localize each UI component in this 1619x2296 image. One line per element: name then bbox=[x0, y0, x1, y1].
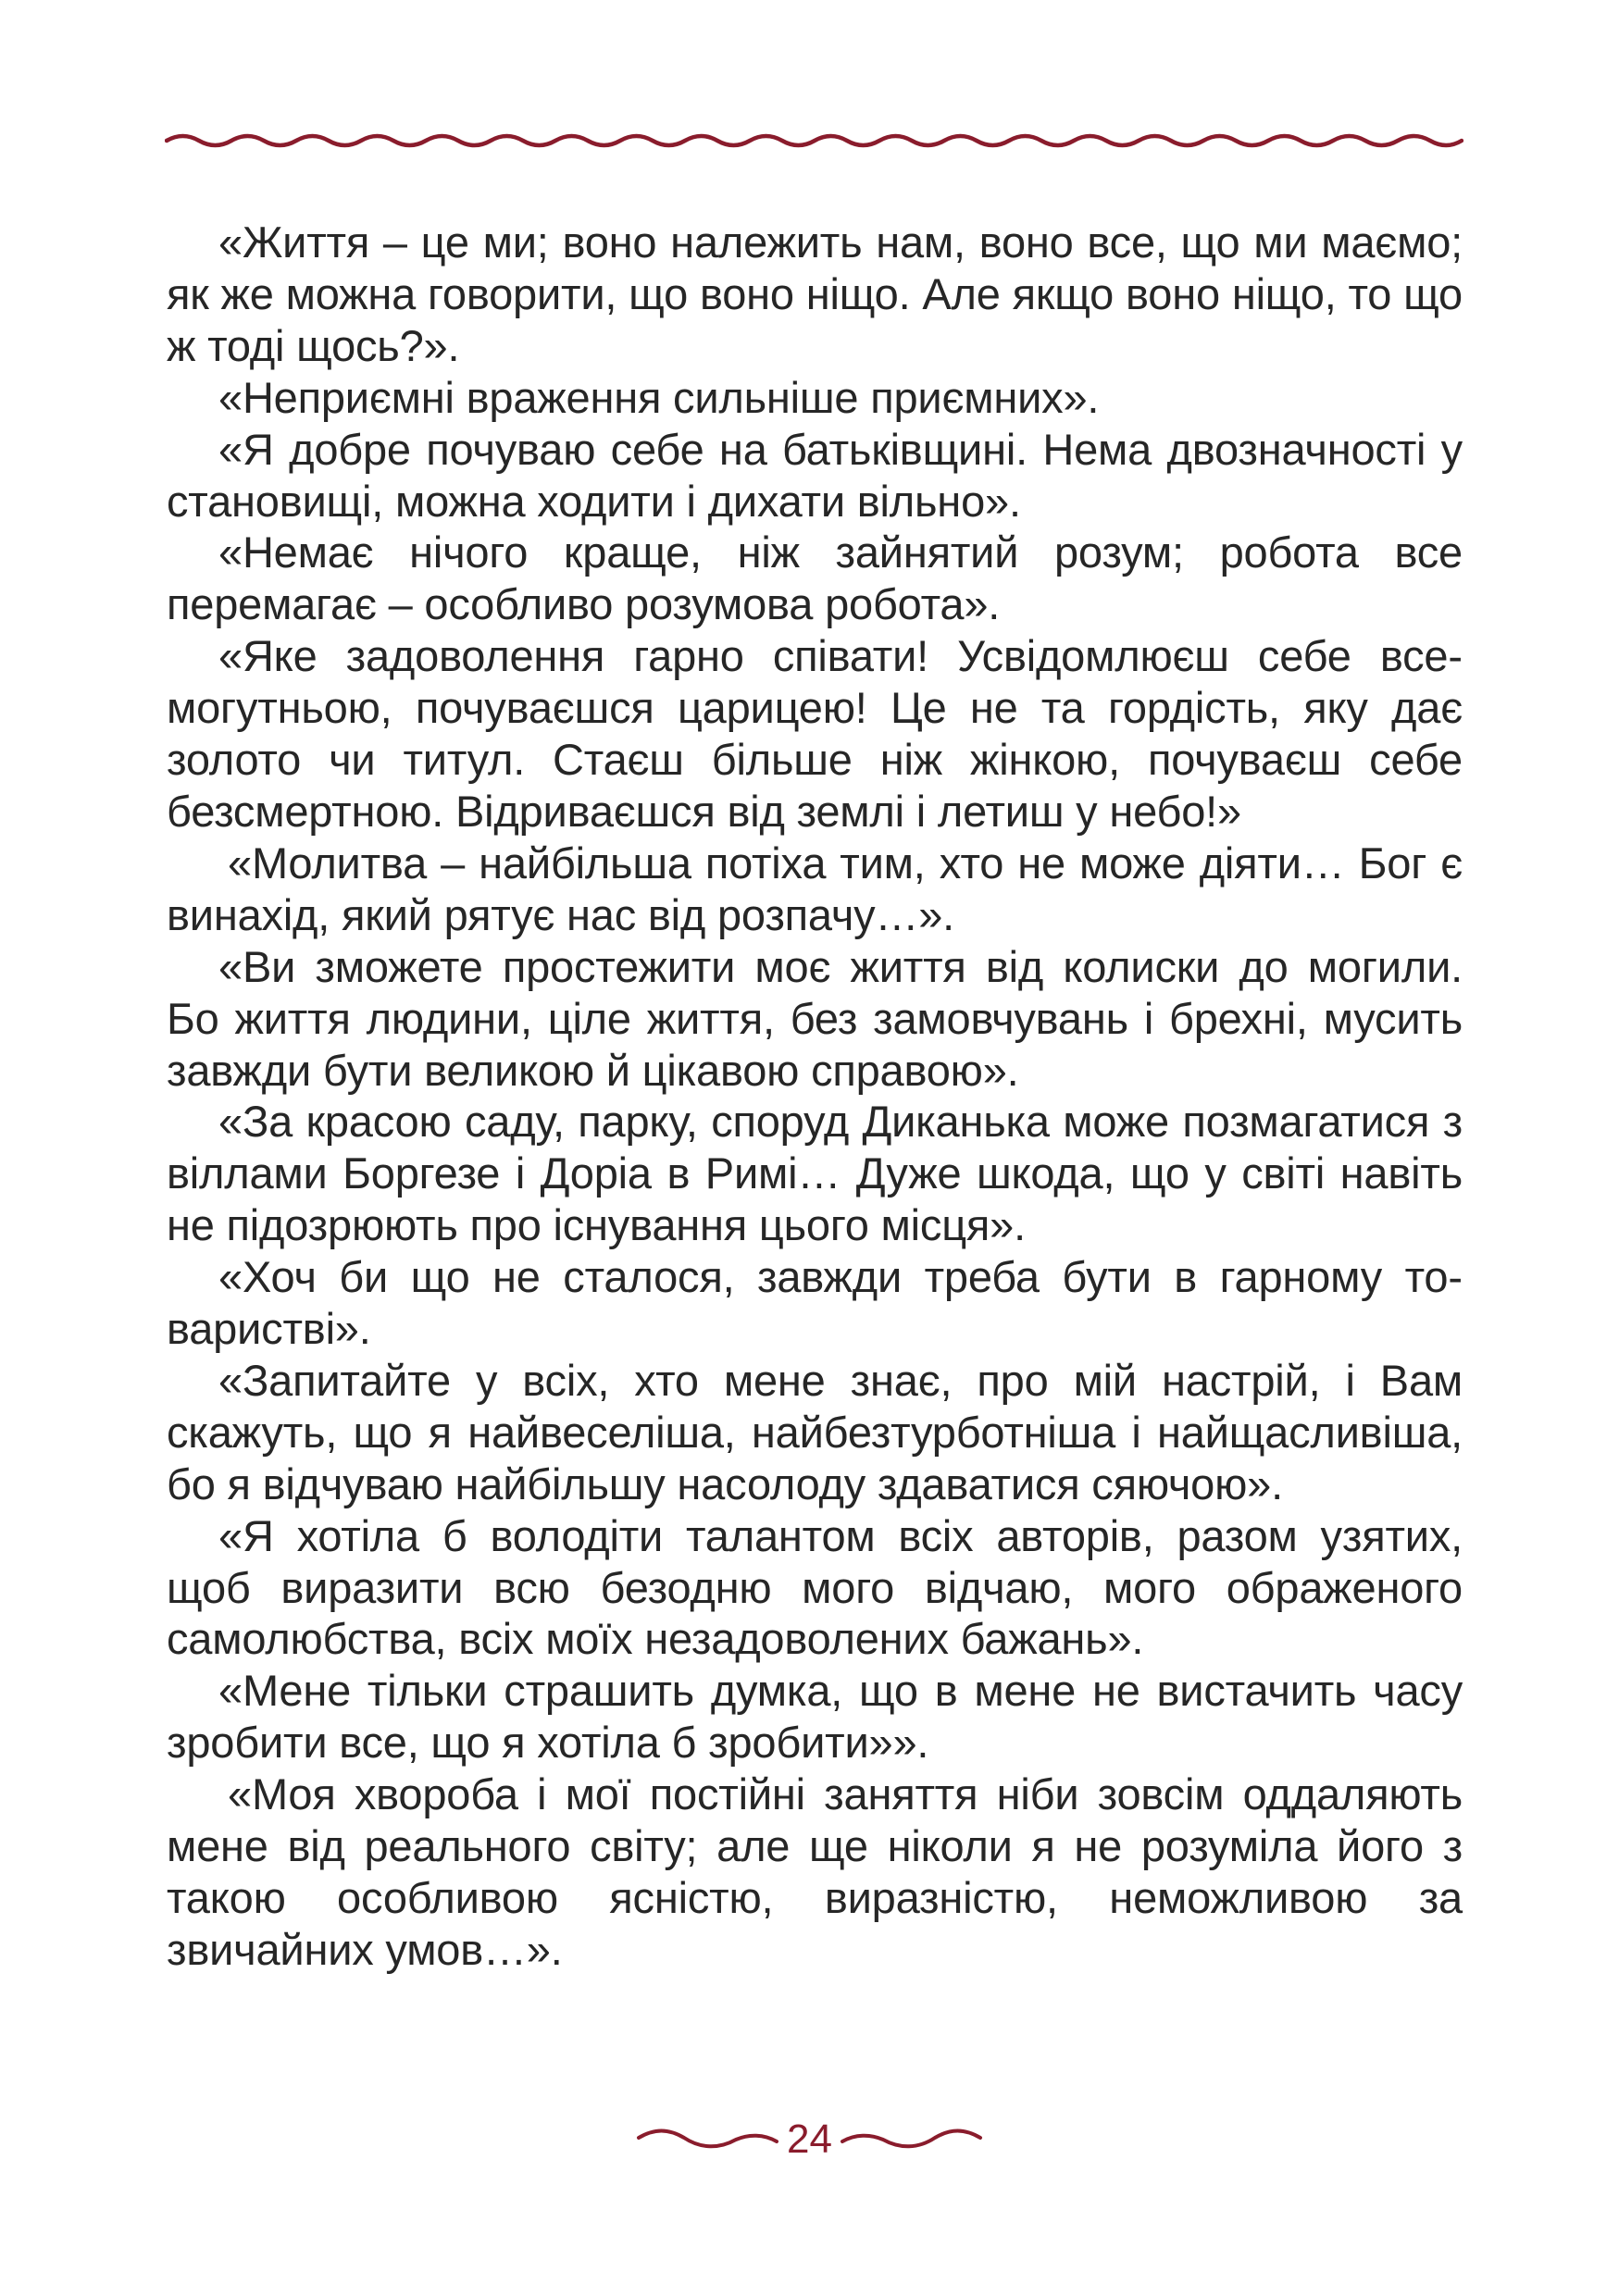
quote-paragraph: «За красою саду, парку, споруд Диканька може позмагатися з віллами Боргезе і Доріа в Римі… Дуже шкода, що у світі навіть не підозрюють про існування цього місця». bbox=[167, 1097, 1463, 1250]
quote-paragraph: «Хоч би що не сталося, завжди треба бути в гарному товаристві». bbox=[167, 1252, 1463, 1354]
quote-paragraph: «Запитайте у всіх, хто мене знає, про мій настрій, і Вам скажуть, що я найвеселіша, найбезтурботніша і найщасливіша, бо я відчуваю найбільшу насолоду здаватися сяючою». bbox=[167, 1355, 1463, 1508]
quote-paragraph: «Моя хвороба і мої постійні заняття ніби зовсім оддаляють мене від реального світу; але ще ніколи я не розуміла його з такою особливою ясністю, виразністю, неможливою за звичайних умов…». bbox=[167, 1769, 1463, 1974]
page-number: 24 bbox=[787, 2116, 832, 2162]
quote-paragraph: «Немає нічого краще, ніж зайнятий розум; робота все перемагає – особливо розумова робота». bbox=[167, 527, 1463, 629]
page-footer bbox=[0, 2112, 1619, 2167]
quote-paragraph: «Ви зможете простежити моє життя від колиски до могили. Бо життя людини, ціле життя, без замовчувань і брехні, мусить завжди бути великою й цікавою справою». bbox=[167, 941, 1463, 1095]
quote-paragraph: «Молитва – найбільша потіха тим, хто не може діяти… Бог є винахід, який рятує нас від розпачу…». bbox=[167, 838, 1463, 939]
quote-paragraph: «Я хотіла б володіти талантом всіх авторів, разом узятих, щоб виразити всю безодню мого відчаю, мого ображеного самолюбства, всіх моїх незадоволених бажань». bbox=[167, 1510, 1463, 1664]
quotes-text bbox=[167, 217, 1463, 1976]
top-wave-ornament bbox=[165, 126, 1463, 155]
footer-wave-left-ornament bbox=[636, 2127, 779, 2153]
quote-paragraph: «Я добре почуваю себе на батьківщині. Нема двозначності у становищі, можна ходити і дихати вільно». bbox=[167, 424, 1463, 526]
quote-paragraph: «Життя – це ми; воно належить нам, воно все, що ми маємо; як же можна говорити, що воно ніщо. Але якщо воно ніщо, то що ж тоді щось?». bbox=[167, 217, 1463, 370]
quote-paragraph: «Неприємні враження сильніше приємних». bbox=[218, 372, 1100, 422]
quote-paragraph: «Яке задоволення гарно співати! Усвідомлюєш себе всемогутньою, почуваєшся царицею! Це не та гордість, яку дає золото чи титул. Стаєш більше ніж жінкою, почуваєш себе безсмертною. Відриваєшся від землі і летиш у небо!» bbox=[167, 631, 1463, 836]
footer-wave-right-ornament bbox=[840, 2127, 983, 2153]
quote-paragraph: «Мене тільки страшить думка, що в мене не вистачить часу зробити все, що я хотіла б зробити»». bbox=[167, 1666, 1463, 1768]
